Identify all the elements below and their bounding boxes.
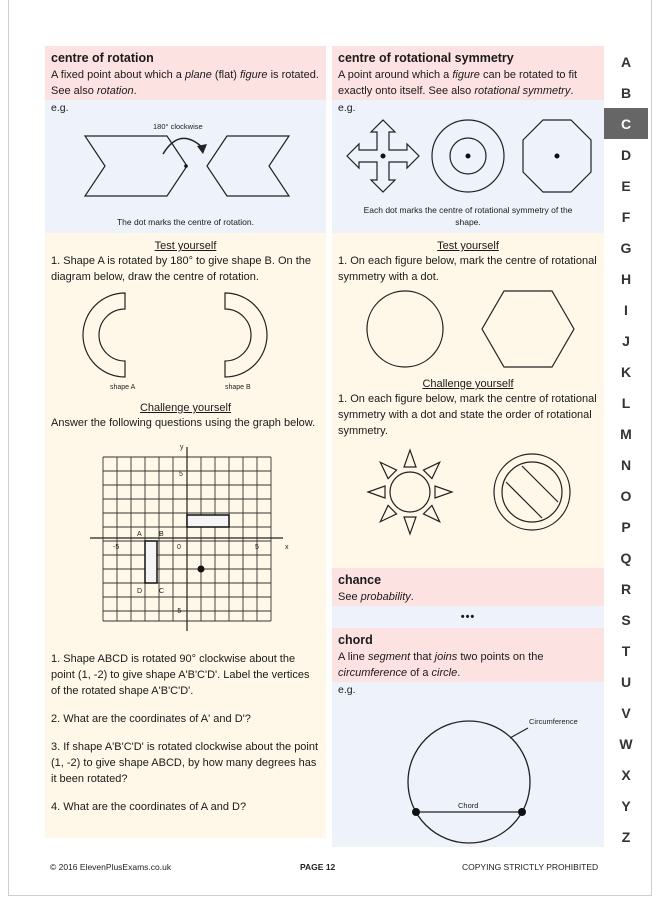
test-yourself-heading: Test yourself <box>154 240 217 252</box>
index-letter-x[interactable]: X <box>621 766 631 783</box>
caption: Each dot marks the centre of rotational symmetry of the shape. <box>363 205 573 227</box>
test-question: 1. On each figure below, mark the centre of rotational symmetry with a dot. <box>338 255 597 283</box>
index-letter-k[interactable]: K <box>620 363 632 380</box>
index-letter-z[interactable]: Z <box>621 828 631 845</box>
left-column <box>45 46 326 838</box>
index-letter-u[interactable]: U <box>620 673 632 690</box>
alphabet-index <box>604 46 648 852</box>
index-letter-n[interactable]: N <box>620 456 632 473</box>
definition-centre-of-rotation <box>45 46 326 100</box>
svg-text:-5: -5 <box>113 544 120 551</box>
svg-text:D: D <box>137 588 143 595</box>
caption: The dot marks the centre of rotation. <box>116 217 254 227</box>
index-letter-b[interactable]: B <box>620 84 632 101</box>
definition-chord <box>332 628 604 682</box>
index-letter-s[interactable]: S <box>621 611 631 628</box>
rotation-diagram <box>45 114 326 214</box>
example-chord <box>332 682 604 847</box>
example-centre-of-rotation <box>45 100 326 233</box>
index-letter-g[interactable]: G <box>620 239 632 256</box>
definition-chance <box>332 568 604 606</box>
svg-text:shape B: shape B <box>225 384 251 391</box>
challenge-question-1: 1. Shape ABCD is rotated 90° clockwise about the point (1, -2) to give shape A'B'C'D'. Label the vertices of the rotated shape A'B'C'D'. <box>51 653 310 697</box>
challenge-question-2: 2. What are the coordinates of A' and D'? <box>51 713 251 725</box>
test-question: 1. Shape A is rotated by 180° to give shape B. On the diagram below, draw the centre of rotation. <box>51 255 312 283</box>
right-column <box>332 46 604 847</box>
exercise-panel-right <box>332 233 604 568</box>
separator-dots: ••• <box>332 606 604 628</box>
svg-text:shape A: shape A <box>110 384 136 391</box>
index-letter-p[interactable]: P <box>621 518 631 535</box>
shapes-a-b-diagram <box>45 285 326 391</box>
term-definition: A fixed point about which a plane (flat) figure is rotated. See also rotation. <box>51 69 319 97</box>
eg-label: e.g. <box>51 102 69 114</box>
index-letter-j[interactable]: J <box>622 332 630 349</box>
coordinate-grid <box>45 439 326 649</box>
index-letter-w[interactable]: W <box>619 735 633 752</box>
challenge-question-4: 4. What are the coordinates of A and D? <box>51 801 247 813</box>
svg-text:Chord: Chord <box>458 801 479 810</box>
svg-text:180° clockwise: 180° clockwise <box>153 122 203 131</box>
term-definition: A point around which a figure can be rotated to fit exactly onto itself. See also rotational symmetry. <box>338 69 578 97</box>
challenge-question-3: 3. If shape A'B'C'D' is rotated clockwise about the point (1, -2) to give shape ABCD, by how many degrees has it been rotated? <box>51 741 319 785</box>
svg-text:0: 0 <box>177 544 181 551</box>
footer-page-number: PAGE 12 <box>300 862 336 872</box>
exercise-panel-left <box>45 233 326 838</box>
svg-text:5: 5 <box>179 471 183 478</box>
index-letter-i[interactable]: I <box>624 301 628 318</box>
index-letter-v[interactable]: V <box>621 704 631 721</box>
index-letter-h[interactable]: H <box>620 270 632 287</box>
challenge-intro: Answer the following questions using the graph below. <box>51 417 316 429</box>
sun-and-sign-diagram <box>332 447 604 537</box>
term-title: centre of rotational symmetry <box>338 51 514 65</box>
svg-text:Circumference: Circumference <box>529 717 578 726</box>
term-title: chord <box>338 633 373 647</box>
svg-text:y: y <box>180 444 184 451</box>
index-letter-a[interactable]: A <box>620 53 632 70</box>
svg-text:A: A <box>137 531 142 538</box>
svg-text:x: x <box>285 544 289 551</box>
index-letter-l[interactable]: L <box>621 394 631 411</box>
footer-notice: COPYING STRICTLY PROHIBITED <box>462 862 599 872</box>
index-letter-c[interactable]: C <box>604 108 648 139</box>
index-letter-e[interactable]: E <box>621 177 631 194</box>
term-definition: See probability. <box>338 591 414 603</box>
challenge-yourself-heading: Challenge yourself <box>139 402 232 414</box>
eg-label: e.g. <box>338 102 356 114</box>
index-letter-y[interactable]: Y <box>621 797 631 814</box>
eg-label: e.g. <box>338 684 356 696</box>
test-yourself-heading: Test yourself <box>437 240 499 252</box>
svg-text:-5: -5 <box>175 608 182 615</box>
challenge-question: 1. On each figure below, mark the centre of rotational symmetry with a dot and state the order of rotational symmetry. <box>338 393 597 437</box>
example-rotational-symmetry <box>332 100 604 233</box>
index-letter-t[interactable]: T <box>621 642 631 659</box>
index-letter-d[interactable]: D <box>620 146 632 163</box>
index-letter-f[interactable]: F <box>621 208 631 225</box>
index-letter-r[interactable]: R <box>620 580 632 597</box>
footer-copyright: © 2016 ElevenPlusExams.co.uk <box>50 862 172 872</box>
index-letter-o[interactable]: O <box>620 487 632 504</box>
index-letter-q[interactable]: Q <box>620 549 632 566</box>
index-letter-m[interactable]: M <box>620 425 632 442</box>
circle-hexagon-diagram <box>332 289 604 373</box>
term-title: chance <box>338 573 382 587</box>
term-definition: A line segment that joins two points on the circumference of a circle. <box>338 651 544 679</box>
definition-centre-of-rotational-symmetry <box>332 46 604 100</box>
svg-text:B: B <box>159 531 164 538</box>
svg-text:5: 5 <box>255 544 259 551</box>
symmetry-examples-diagram <box>332 114 604 204</box>
svg-text:C: C <box>159 588 165 595</box>
term-title: centre of rotation <box>51 51 154 65</box>
challenge-yourself-heading: Challenge yourself <box>422 378 514 390</box>
chord-diagram <box>332 696 604 846</box>
